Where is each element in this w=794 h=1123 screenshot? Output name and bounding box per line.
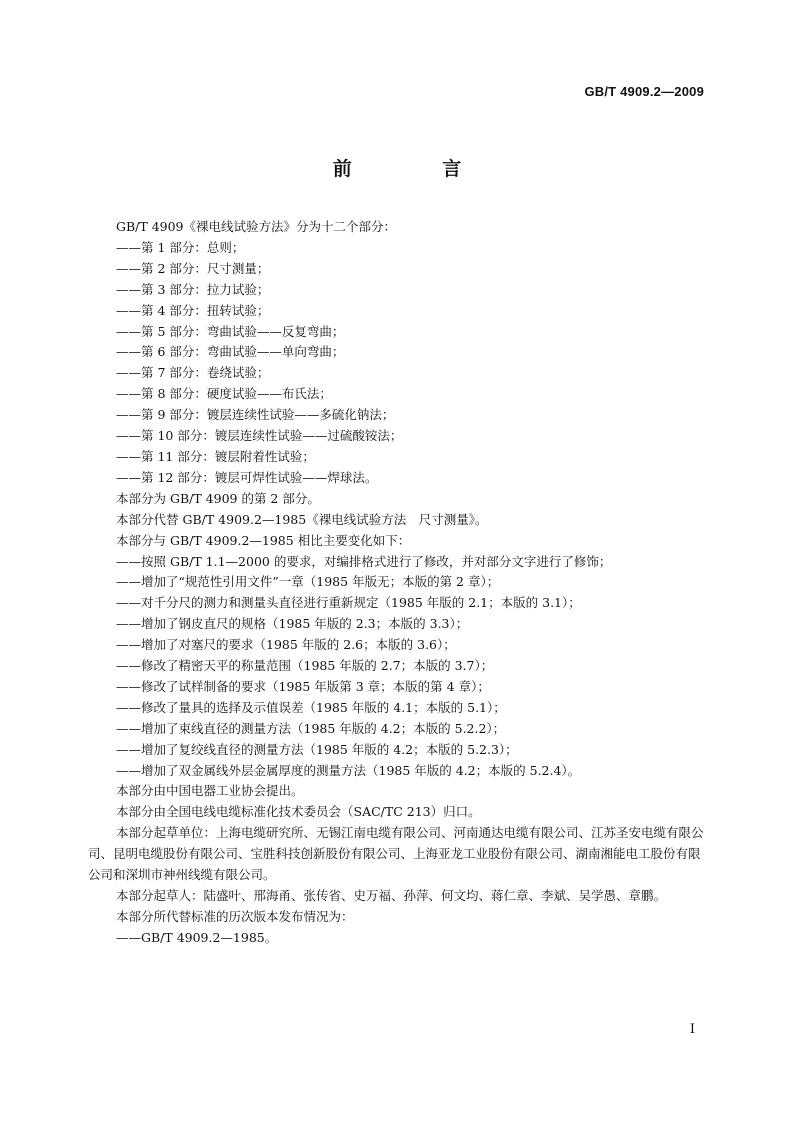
text-line: 本部分由中国电器工业协会提出。 xyxy=(116,783,304,799)
text-line: ——第 11 部分：镀层附着性试验； xyxy=(116,448,315,464)
text-line: ——增加了束线直径的测量方法（1985 年版的 4.2；本版的 5.2.2）； xyxy=(116,720,506,736)
document-body xyxy=(88,217,706,949)
text-line: ——第 2 部分：尺寸测量； xyxy=(116,260,270,276)
text-line: ——第 3 部分：拉力试验； xyxy=(116,281,270,297)
text-line: 本部分代替 GB/T 4909.2—1985《裸电线试验方法 尺寸测量》。 xyxy=(116,511,488,527)
text-line: ——第 7 部分：卷绕试验； xyxy=(116,365,270,381)
text-line: ——第 9 部分：镀层连续性试验——多硫化钠法； xyxy=(116,407,395,423)
text-line: ——按照 GB/T 1.1—2000 的要求，对编排格式进行了修改，并对部分文字进行了修饰； xyxy=(116,553,612,569)
history-item: ——GB/T 4909.2—1985。 xyxy=(116,929,278,945)
history-intro: 本部分所代替标准的历次版本发布情况为： xyxy=(116,908,354,924)
text-line: ——增加了复绞线直径的测量方法（1985 年版的 4.2；本版的 5.2.3）； xyxy=(116,741,518,757)
text-line: ——对千分尺的测力和测量头直径进行重新规定（1985 年版的 2.1；本版的 3.1）； xyxy=(116,595,581,611)
text-line: ——增加了双金属线外层金属厚度的测量方法（1985 年版的 4.2；本版的 5.2.4）。 xyxy=(116,762,581,778)
text-line: ——第 12 部分：镀层可焊性试验——焊球法。 xyxy=(116,469,378,485)
text-line: ——修改了精密天平的称量范围（1985 年版的 2.7；本版的 3.7）； xyxy=(116,658,494,674)
text-line: ——第 5 部分：弯曲试验——反复弯曲； xyxy=(116,323,345,339)
text-line: ——第 1 部分：总则； xyxy=(116,239,245,255)
text-line: 本部分由全国电线电缆标准化技术委员会（SAC/TC 213）归口。 xyxy=(116,804,481,820)
drafters-paragraph: 本部分起草人：陆盛叶、邢海甬、张传省、史万福、孙萍、何文均、蒋仁章、李斌、吴学愚、章鹏。 xyxy=(116,888,667,903)
page-number: I xyxy=(689,1022,695,1037)
text-line: ——增加了对塞尺的要求（1985 年版的 2.6；本版的 3.6）； xyxy=(116,637,456,653)
text-line: ——增加了“规范性引用文件”一章（1985 年版无；本版的第 2 章）； xyxy=(116,574,500,590)
text-line: ——第 6 部分：弯曲试验——单向弯曲； xyxy=(116,344,345,360)
text-line: ——第 4 部分：扭转试验； xyxy=(116,302,270,318)
text-line: 本部分为 GB/T 4909 的第 2 部分。 xyxy=(116,490,320,506)
text-line: ——第 8 部分：硬度试验——布氏法； xyxy=(116,386,332,402)
text-line: ——增加了钢皮直尺的规格（1985 年版的 2.3；本版的 3.3）； xyxy=(116,616,469,632)
text-line: 本部分与 GB/T 4909.2—1985 相比主要变化如下： xyxy=(116,532,411,548)
text-line: ——修改了试样制备的要求（1985 年版第 3 章；本版的第 4 章）； xyxy=(116,678,490,694)
text-line: ——第 10 部分：镀层连续性试验——过硫酸铵法； xyxy=(116,428,403,444)
text-line: ——修改了量具的选择及示值误差（1985 年版的 4.1；本版的 5.1）； xyxy=(116,699,506,715)
page-title: 前 言 xyxy=(332,158,504,180)
standard-number: GB/T 4909.2—2009 xyxy=(584,84,704,99)
drafting-units-paragraph: 本部分起草单位：上海电缆研究所、无锡江南电缆有限公司、河南通达电缆有限公司、江苏圣安电缆有限公司、昆明电缆股份有限公司、宝胜科技创新股份有限公司、上海亚龙工业股份有限公司、湖南湘能电工股份有限公司和深圳市神州线缆有限公司。 xyxy=(88,825,704,883)
text-line: GB/T 4909《裸电线试验方法》分为十二个部分： xyxy=(116,219,397,234)
